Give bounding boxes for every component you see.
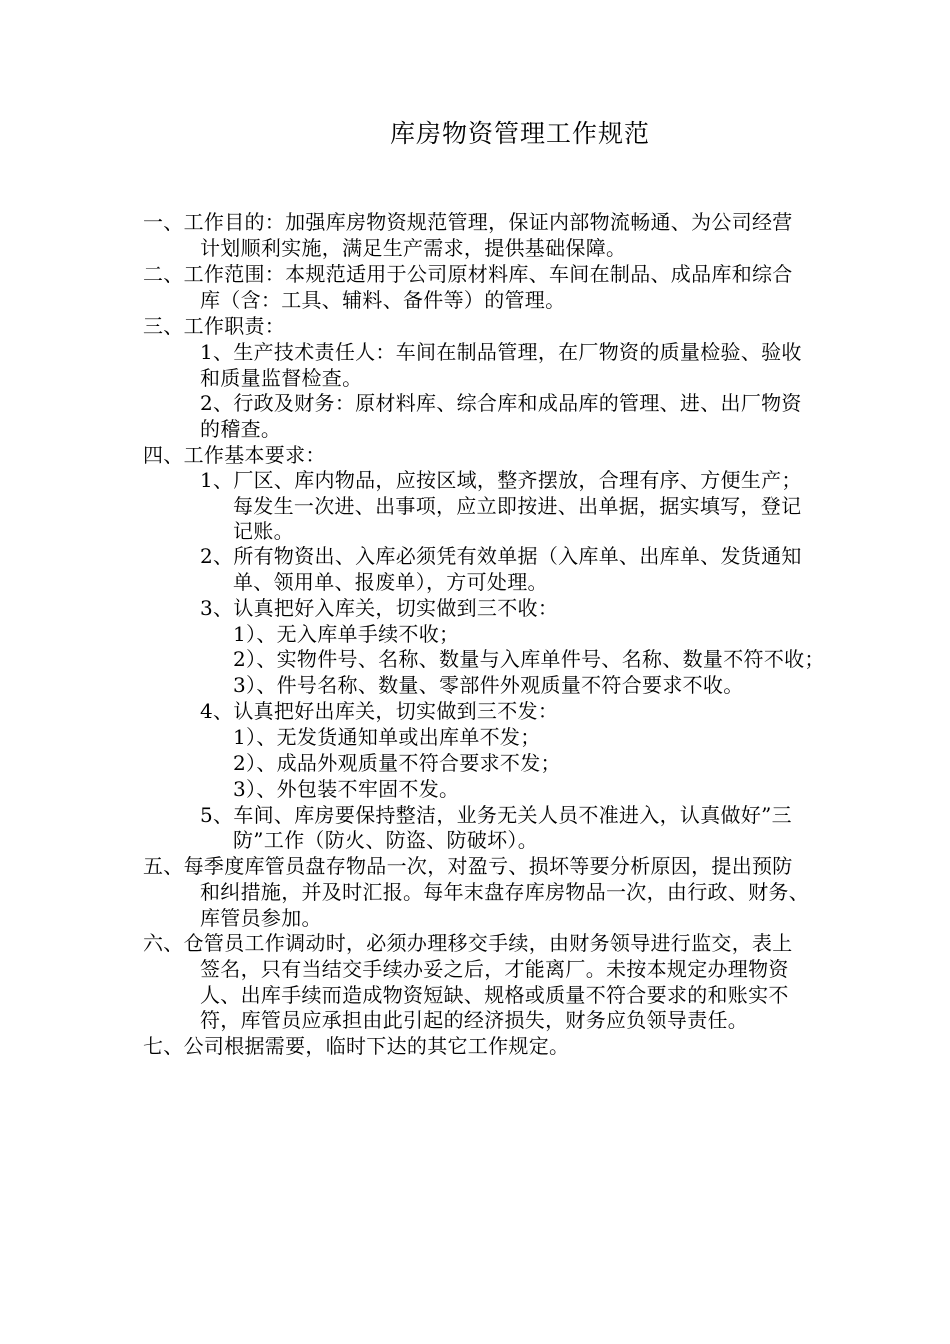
section-4-item-3-heading: 3、认真把好入库关，切实做到三不收： [200, 596, 559, 620]
section-4-item-1-line-1: 1、厂区、库内物品，应按区域，整齐摆放，合理有序、方便生产； [200, 468, 802, 492]
section-2-line-1: 二、工作范围：本规范适用于公司原材料库、车间在制品、成品库和综合 [143, 262, 793, 286]
section-4-item-3-sub-2: 2）、实物件号、名称、数量与入库单件号、名称、数量不符不收； [233, 647, 825, 671]
section-3-item-2-line-2: 的稽查。 [200, 417, 282, 441]
section-5-line-2: 和纠措施，并及时汇报。每年末盘存库房物品一次，由行政、财务、 [200, 880, 809, 904]
section-4-item-2-line-2: 单、领用单、报废单），方可处理。 [233, 570, 548, 594]
section-4-item-4-sub-1: 1）、无发货通知单或出库单不发； [233, 725, 541, 749]
section-1-line-2: 计划顺利实施，满足生产需求，提供基础保障。 [200, 236, 627, 260]
section-3-item-1-line-1: 1、生产技术责任人：车间在制品管理，在厂物资的质量检验、验收 [200, 340, 802, 364]
section-6-line-3: 人、出库手续而造成物资短缺、规格或质量不符合要求的和账实不 [200, 983, 789, 1007]
section-5-line-1: 五、每季度库管员盘存物品一次，对盈亏、损坏等要分析原因，提出预防 [143, 854, 793, 878]
section-4-item-3-sub-1: 1）、无入库单手续不收； [233, 622, 460, 646]
section-5-line-3: 库管员参加。 [200, 906, 322, 930]
section-4-item-1-line-2: 每发生一次进、出事项，应立即按进、出单据，据实填写，登记 [233, 494, 802, 518]
section-4-item-1-line-3: 记账。 [233, 519, 294, 543]
section-3-item-1-line-2: 和质量监督检查。 [200, 366, 363, 390]
section-4-heading: 四、工作基本要求： [143, 443, 326, 467]
section-7-line-1: 七、公司根据需要，临时下达的其它工作规定。 [143, 1034, 570, 1058]
document-title: 库房物资管理工作规范 [389, 119, 650, 148]
section-1-line-1: 一、工作目的：加强库房物资规范管理，保证内部物流畅通、为公司经营 [143, 210, 793, 234]
section-6-line-2: 签名，只有当结交手续办妥之后，才能离厂。未按本规定办理物资 [200, 957, 789, 981]
section-4-item-2-line-1: 2、所有物资出、入库必须凭有效单据（入库单、出库单、发货通知 [200, 544, 802, 568]
section-4-item-4-sub-3: 3）、外包装不牢固不发。 [233, 777, 460, 801]
section-4-item-4-sub-2: 2）、成品外观质量不符合要求不发； [233, 751, 561, 775]
section-4-item-5-line-2: 防”工作（防火、防盗、防破坏）。 [233, 828, 539, 852]
section-3-heading: 三、工作职责： [143, 314, 286, 338]
section-3-item-2-line-1: 2、行政及财务：原材料库、综合库和成品库的管理、进、出厂物资 [200, 391, 802, 415]
section-6-line-1: 六、仓管员工作调动时，必须办理移交手续，由财务领导进行监交，表上 [143, 931, 793, 955]
section-2-line-2: 库（含：工具、辅料、备件等）的管理。 [200, 288, 566, 312]
section-4-item-4-heading: 4、认真把好出库关，切实做到三不发： [200, 699, 559, 723]
section-4-item-3-sub-3: 3）、件号名称、数量、零部件外观质量不符合要求不收。 [233, 673, 744, 697]
section-6-line-4: 符，库管员应承担由此引起的经济损失，财务应负领导责任。 [200, 1008, 749, 1032]
section-4-item-5-line-1: 5、车间、库房要保持整洁，业务无关人员不准进入，认真做好”三 [200, 803, 792, 827]
